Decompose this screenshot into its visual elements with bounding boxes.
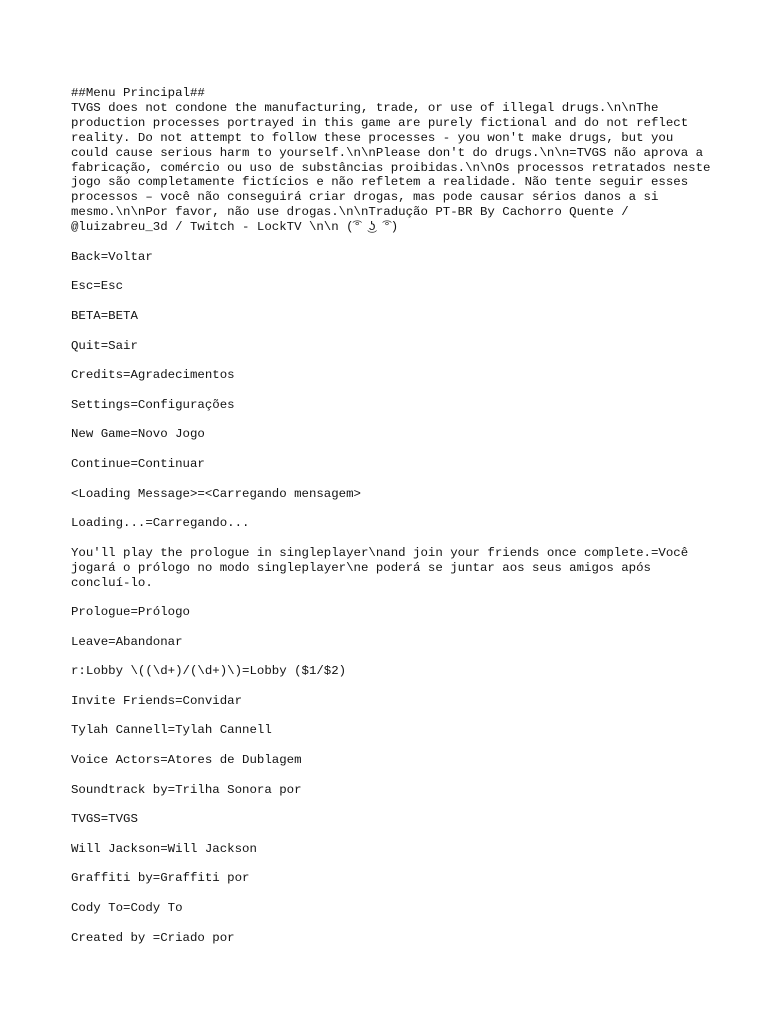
translation-line: Quit=Sair	[71, 338, 138, 353]
translation-line: Leave=Abandonar	[71, 634, 183, 649]
translation-line: <Loading Message>=<Carregando mensagem>	[71, 486, 361, 501]
translation-line: Continue=Continuar	[71, 456, 205, 471]
translation-line: Invite Friends=Convidar	[71, 693, 243, 708]
document-page	[71, 86, 718, 960]
translation-line: Settings=Configurações	[71, 397, 235, 412]
translation-line: Back=Voltar	[71, 249, 153, 264]
translation-line: Esc=Esc	[71, 279, 124, 294]
translation-line: Created by =Criado por	[71, 930, 235, 945]
translation-entries	[71, 250, 711, 946]
menu-heading: ##Menu Principal##	[71, 86, 205, 100]
translation-line: Soundtrack by=Trilha Sonora por	[71, 782, 302, 797]
translation-line: Graffiti by=Graffiti por	[71, 871, 250, 886]
translation-line: You'll play the prologue in singleplayer\nand join your friends once complete.=Você jogará o prólogo no modo singleplayer\ne poderá se juntar aos seus amigos após concluí-lo.	[71, 545, 696, 590]
translation-line: BETA=BETA	[71, 308, 138, 323]
translation-line: New Game=Novo Jogo	[71, 427, 205, 442]
translation-line: Voice Actors=Atores de Dublagem	[71, 753, 302, 768]
first-block	[71, 86, 718, 235]
translation-line: Cody To=Cody To	[71, 901, 183, 916]
translation-line: Prologue=Prólogo	[71, 605, 190, 620]
disclaimer-text: TVGS does not condone the manufacturing, trade, or use of illegal drugs.\n\nThe production processes portrayed in this game are purely fictional and do not reflect reality. Do not attempt to follow these processes - you won't make drugs, but you could cause serious harm to yourself.\n\nPlease don't do drugs.\n\n=TVGS não aprova a fabricação, comércio ou uso de substâncias proibidas.\n\nOs processos retratados neste jogo são completamente fictícios e não refletem a realidade. Não tente seguir esses processos – você não conseguirá criar drogas, mas pode causar sérios danos a si mesmo.\n\nPor favor, não use drogas.\n\nTradução PT-BR By Cachorro Quente / @luizabreu_3d / Twitch - LockTV \n\n (͡° ͜ʖ ͡°)	[71, 100, 718, 235]
translation-line: r:Lobby \((\d+)/(\d+)\)=Lobby ($1/$2)	[71, 664, 347, 679]
translation-line: TVGS=TVGS	[71, 812, 138, 827]
translation-line: Tylah Cannell=Tylah Cannell	[71, 723, 272, 738]
translation-line: Credits=Agradecimentos	[71, 368, 235, 383]
translation-line: Loading...=Carregando...	[71, 516, 250, 531]
translation-line: Will Jackson=Will Jackson	[71, 841, 257, 856]
